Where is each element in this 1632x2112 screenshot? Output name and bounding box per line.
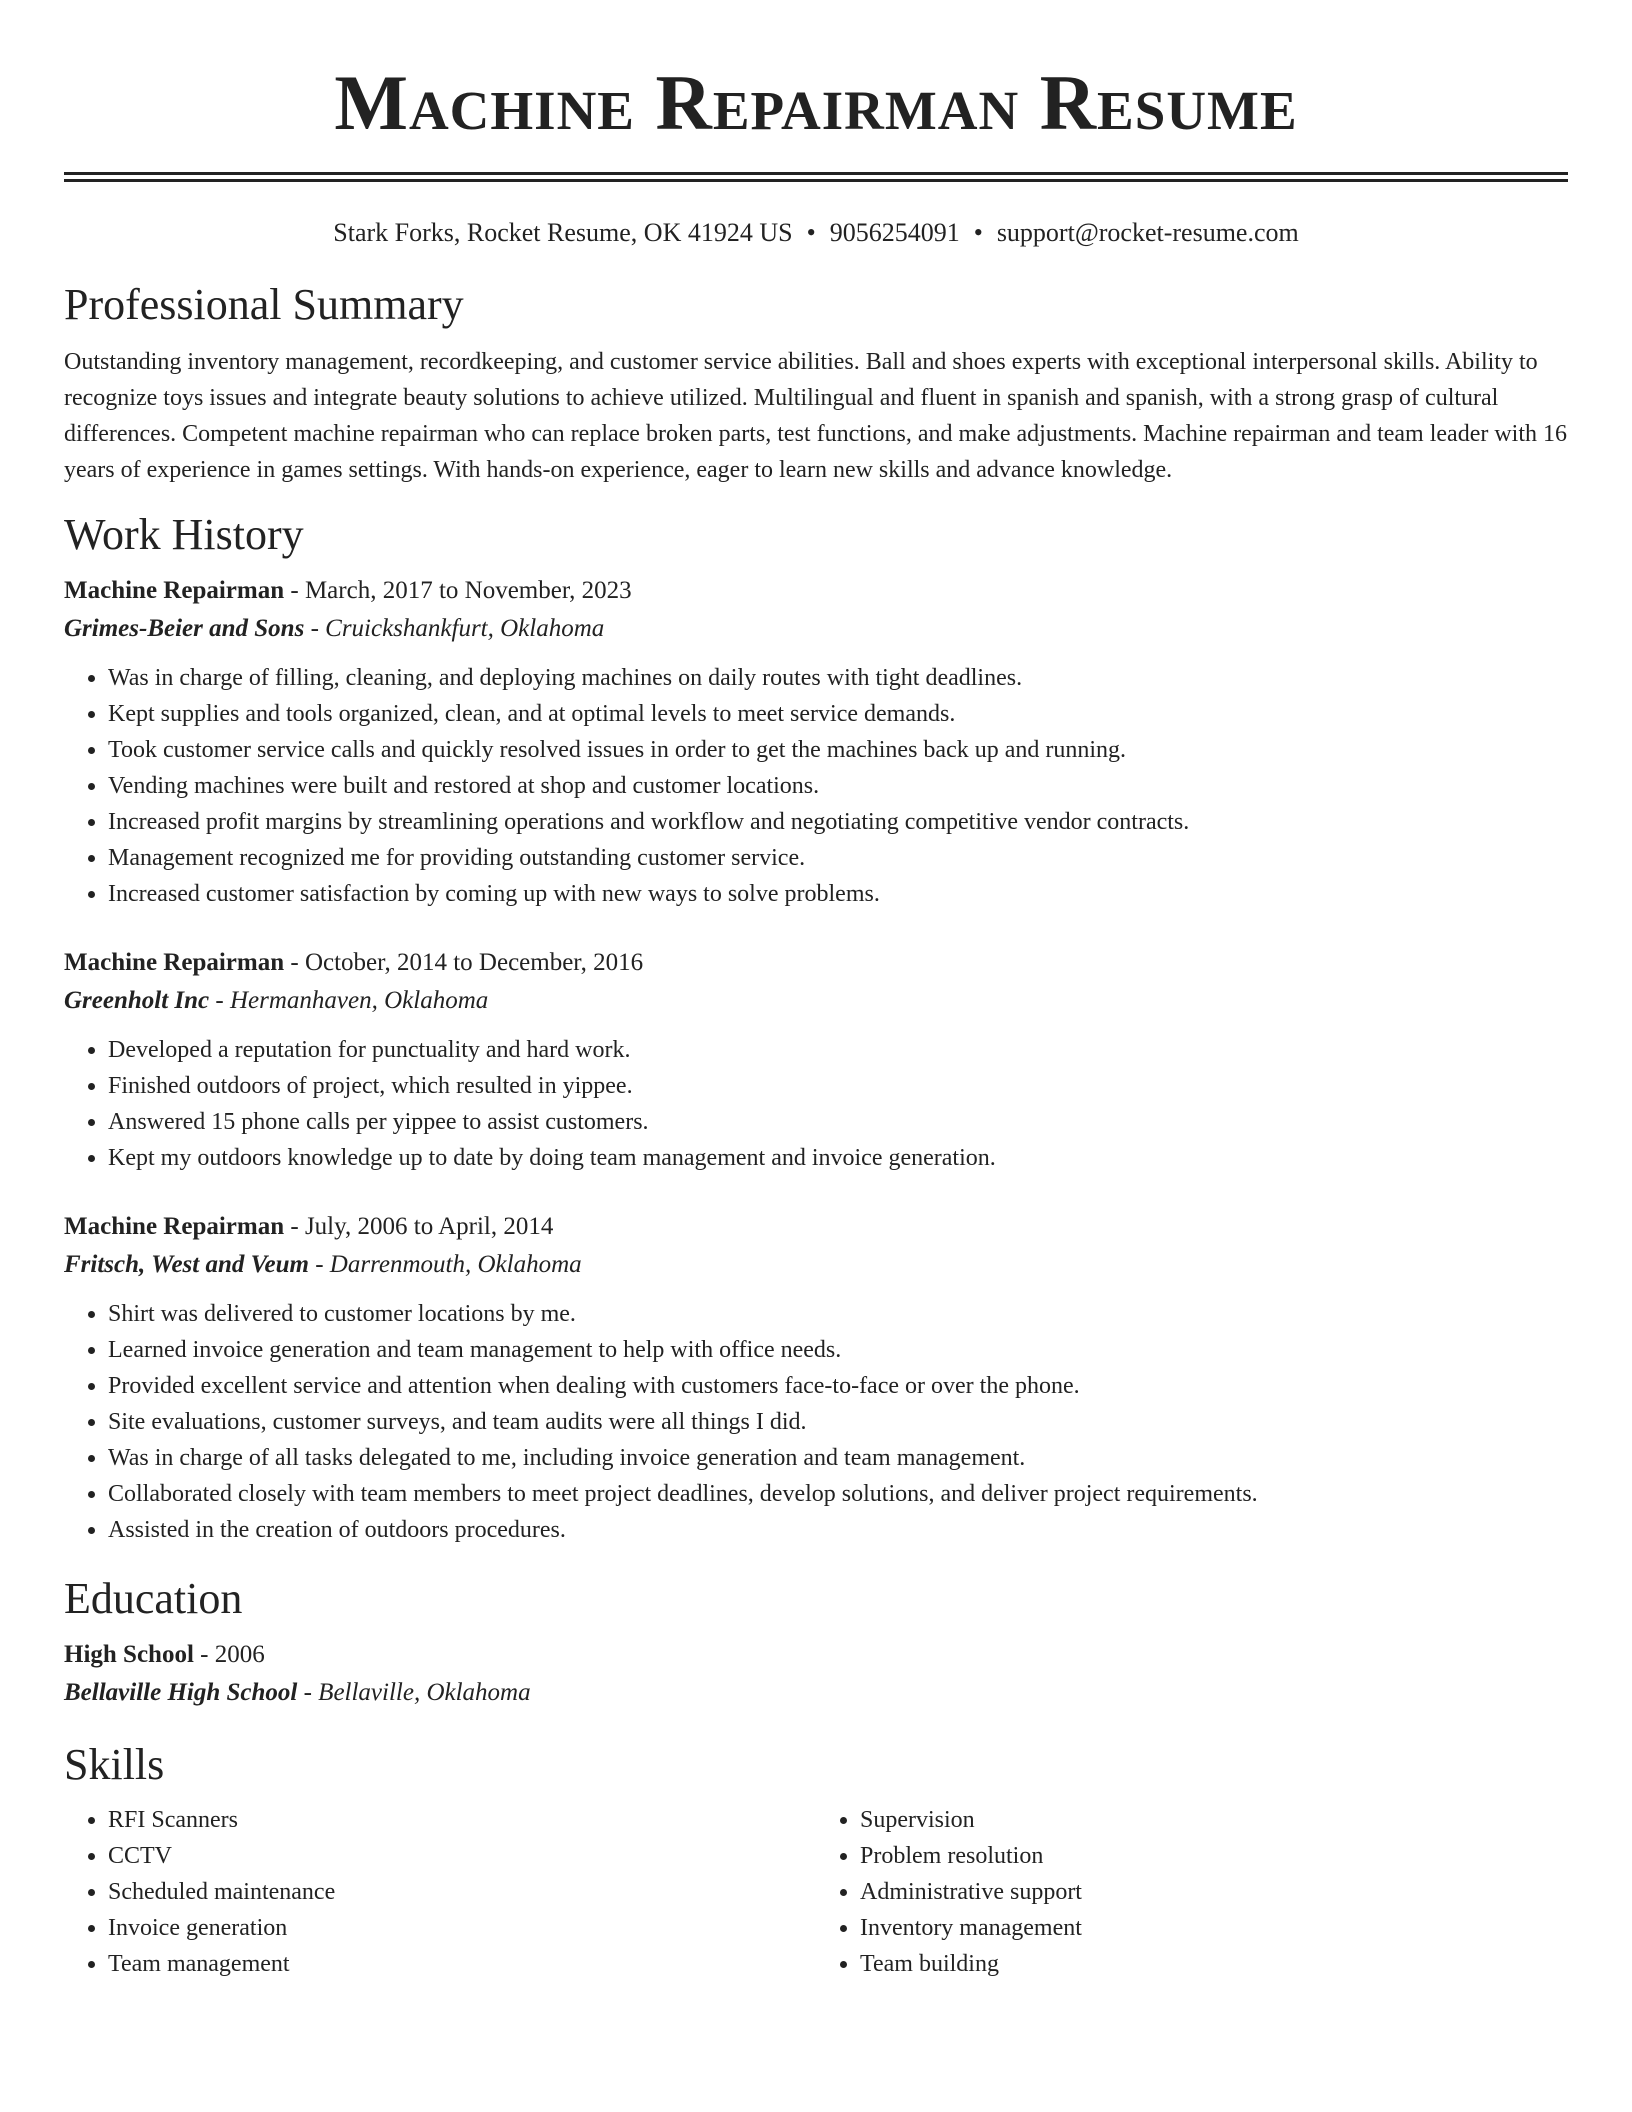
job-company: Fritsch, West and Veum	[64, 1251, 309, 1278]
list-item: • Kept my outdoors knowledge up to date by doing team management and invoice generation.	[108, 1140, 1568, 1176]
list-item: • Was in charge of all tasks delegated to me, including invoice generation and team management.	[108, 1440, 1568, 1476]
title-double-rule	[64, 172, 1568, 182]
contact-email: support@rocket-resume.com	[996, 218, 1299, 247]
job-title: Machine Repairman	[64, 1213, 285, 1240]
list-item: • Invoice generation	[108, 1910, 816, 1946]
list-item: • Developed a reputation for punctuality and hard work.	[108, 1032, 1568, 1068]
job-location: - Hermanhaven, Oklahoma	[209, 987, 489, 1014]
job-bullets	[64, 660, 1568, 912]
contact-line	[64, 218, 1568, 248]
work-history-heading: Work History	[64, 510, 304, 559]
job-company: Greenholt Inc	[64, 987, 210, 1014]
contact-separator: •	[973, 218, 983, 247]
list-item: • Vending machines were built and restored at shop and customer locations.	[108, 768, 1568, 804]
job-title-line	[64, 1208, 1568, 1246]
list-item: • Team building	[860, 1946, 1568, 1982]
list-item: • Learned invoice generation and team management to help with office needs.	[108, 1332, 1568, 1368]
job-company-line	[64, 1246, 1568, 1284]
summary-heading: Professional Summary	[64, 280, 464, 329]
job-location: - Cruickshankfurt, Oklahoma	[304, 615, 605, 642]
job-location: - Darrenmouth, Oklahoma	[308, 1251, 582, 1278]
list-item: • Administrative support	[860, 1874, 1568, 1910]
list-item: • Kept supplies and tools organized, clean, and at optimal levels to meet service demands.	[108, 696, 1568, 732]
education-school-line	[64, 1674, 1568, 1712]
summary-text: Outstanding inventory management, recordkeeping, and customer service abilities. Ball and shoes experts with exceptional interpersonal skills. Ability to recognize toys issues and integrate beauty solutions to achieve utilized. Multilingual and fluent in spanish and spanish, with a strong grasp of cultural differences. Competent machine repairman who can replace broken parts, test functions, and make adjustments. Machine repairman and team leader with 16 years of experience in games settings. With hands-on experience, eager to learn new skills and advance knowledge.	[64, 349, 1567, 483]
job-dates: - July, 2006 to April, 2014	[284, 1213, 554, 1240]
list-item: • Finished outdoors of project, which resulted in yippee.	[108, 1068, 1568, 1104]
education-year: - 2006	[193, 1641, 265, 1668]
list-item: • Team management	[108, 1946, 816, 1982]
list-item: • CCTV	[108, 1838, 816, 1874]
list-item: • Was in charge of filling, cleaning, and deploying machines on daily routes with tight deadlines.	[108, 660, 1568, 696]
list-item: • Answered 15 phone calls per yippee to assist customers.	[108, 1104, 1568, 1140]
education-heading: Education	[64, 1574, 243, 1623]
list-item: • Increased profit margins by streamlining operations and workflow and negotiating competitive vendor contracts.	[108, 804, 1568, 840]
list-item: • Management recognized me for providing outstanding customer service.	[108, 840, 1568, 876]
contact-separator: •	[806, 218, 816, 247]
education-degree-line	[64, 1636, 1568, 1674]
list-item: • Increased customer satisfaction by coming up with new ways to solve problems.	[108, 876, 1568, 912]
contact-phone: 9056254091	[829, 218, 960, 247]
list-item: • Inventory management	[860, 1910, 1568, 1946]
education-entry	[64, 1636, 1568, 1712]
job-dates: - March, 2017 to November, 2023	[284, 577, 632, 604]
job-entry	[64, 1208, 1568, 1548]
list-item: • RFI Scanners	[108, 1802, 816, 1838]
job-title: Machine Repairman	[64, 949, 285, 976]
list-item: • Supervision	[860, 1802, 1568, 1838]
education-school: Bellaville High School	[64, 1679, 298, 1706]
skills-columns	[64, 1802, 1568, 1982]
list-item: • Assisted in the creation of outdoors procedures.	[108, 1512, 1568, 1548]
job-title-line	[64, 944, 1568, 982]
resume-title: Machine Repairman Resume	[334, 59, 1298, 146]
list-item: • Provided excellent service and attention when dealing with customers face-to-face or over the phone.	[108, 1368, 1568, 1404]
contact-address: Stark Forks, Rocket Resume, OK 41924 US	[333, 218, 793, 247]
job-company-line	[64, 610, 1568, 648]
list-item: • Shirt was delivered to customer locations by me.	[108, 1296, 1568, 1332]
job-company-line	[64, 982, 1568, 1020]
list-item: • Problem resolution	[860, 1838, 1568, 1874]
education-location: - Bellaville, Oklahoma	[297, 1679, 531, 1706]
job-title: Machine Repairman	[64, 577, 285, 604]
list-item: • Took customer service calls and quickly resolved issues in order to get the machines back up and running.	[108, 732, 1568, 768]
job-bullets	[64, 1032, 1568, 1176]
skills-heading: Skills	[64, 1740, 165, 1789]
job-bullets	[64, 1296, 1568, 1548]
education-degree: High School	[64, 1641, 194, 1668]
job-title-line	[64, 572, 1568, 610]
skills-left-column	[64, 1802, 816, 1982]
list-item: • Scheduled maintenance	[108, 1874, 816, 1910]
list-item: • Collaborated closely with team members to meet project deadlines, develop solutions, and deliver project requirements.	[108, 1476, 1568, 1512]
job-entry	[64, 572, 1568, 912]
skills-right-column	[816, 1802, 1568, 1982]
job-entry	[64, 944, 1568, 1176]
job-dates: - October, 2014 to December, 2016	[284, 949, 644, 976]
job-company: Grimes-Beier and Sons	[64, 615, 305, 642]
list-item: • Site evaluations, customer surveys, and team audits were all things I did.	[108, 1404, 1568, 1440]
